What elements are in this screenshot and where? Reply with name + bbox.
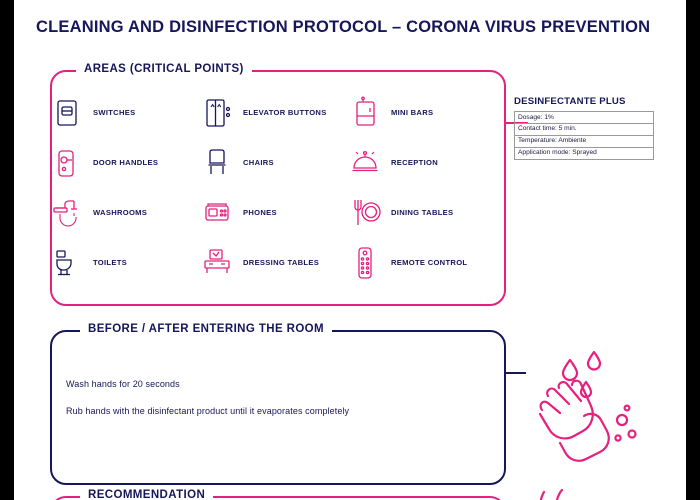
door-handle-icon — [50, 146, 84, 180]
disinfectant-title: DESINFECTANTE PLUS — [514, 96, 626, 107]
area-label: DOOR HANDLES — [93, 157, 159, 167]
telephone-icon — [200, 196, 234, 230]
before-after-line-2: Rub hands with the disinfectant product until it evaporates completely — [66, 406, 350, 416]
disinfectant-panel — [514, 96, 654, 160]
hand-washing-icon — [526, 338, 656, 468]
area-label: ELEVATOR BUTTONS — [243, 107, 327, 117]
areas-section-label: AREAS (CRITICAL POINTS) — [76, 63, 252, 75]
area-item-switches[interactable] — [50, 96, 202, 130]
reception-bell-icon — [348, 146, 382, 180]
area-label: REMOTE CONTROL — [391, 257, 468, 267]
table-cell: Dosage: 1% — [515, 112, 654, 124]
area-label: SWITCHES — [93, 107, 136, 117]
table-row — [515, 147, 654, 159]
toilet-icon — [50, 246, 84, 280]
recommendation-section-label: RECOMMENDATION — [80, 489, 213, 500]
table-cell: Application mode: Sprayed — [515, 147, 654, 159]
area-label: RECEPTION — [391, 157, 439, 167]
disinfectant-table — [514, 111, 654, 160]
area-label: PHONES — [243, 207, 277, 217]
chair-icon — [200, 146, 234, 180]
area-label: TOILETS — [93, 257, 128, 267]
area-item-dressing-tables[interactable] — [200, 246, 352, 280]
page-title: CLEANING AND DISINFECTION PROTOCOL – CORONA VIRUS PREVENTION — [36, 18, 651, 36]
area-item-reception[interactable] — [348, 146, 500, 180]
before-after-line-1: Wash hands for 20 seconds — [66, 379, 180, 389]
before-after-connector-line — [506, 372, 526, 374]
recommendation-decoration-icon — [534, 488, 594, 500]
table-cell: Contact time: 5 min. — [515, 123, 654, 135]
cutlery-icon — [348, 196, 382, 230]
area-label: DINING TABLES — [391, 207, 454, 217]
area-item-phones[interactable] — [200, 196, 352, 230]
before-after-section-label: BEFORE / AFTER ENTERING THE ROOM — [80, 323, 332, 335]
table-row — [515, 123, 654, 135]
area-label: CHAIRS — [243, 157, 274, 167]
elevator-icon — [200, 96, 234, 130]
area-item-chairs[interactable] — [200, 146, 352, 180]
area-item-toilets[interactable] — [50, 246, 202, 280]
area-item-remote-control[interactable] — [348, 246, 500, 280]
mini-bar-icon — [348, 96, 382, 130]
table-row — [515, 135, 654, 147]
areas-grid — [50, 88, 490, 293]
area-item-washrooms[interactable] — [50, 196, 202, 230]
faucet-icon — [50, 196, 84, 230]
area-item-mini-bars[interactable] — [348, 96, 500, 130]
area-item-dining-tables[interactable] — [348, 196, 500, 230]
dressing-table-icon — [200, 246, 234, 280]
area-label: DRESSING TABLES — [243, 257, 320, 267]
area-label: MINI BARS — [391, 107, 434, 117]
area-item-door-handles[interactable] — [50, 146, 202, 180]
table-cell: Temperature: Ambiente — [515, 135, 654, 147]
remote-control-icon — [348, 246, 382, 280]
document-page — [14, 0, 686, 500]
light-switch-icon — [50, 96, 84, 130]
table-row — [515, 112, 654, 124]
area-label: WASHROOMS — [93, 207, 148, 217]
area-item-elevator-buttons[interactable] — [200, 96, 352, 130]
